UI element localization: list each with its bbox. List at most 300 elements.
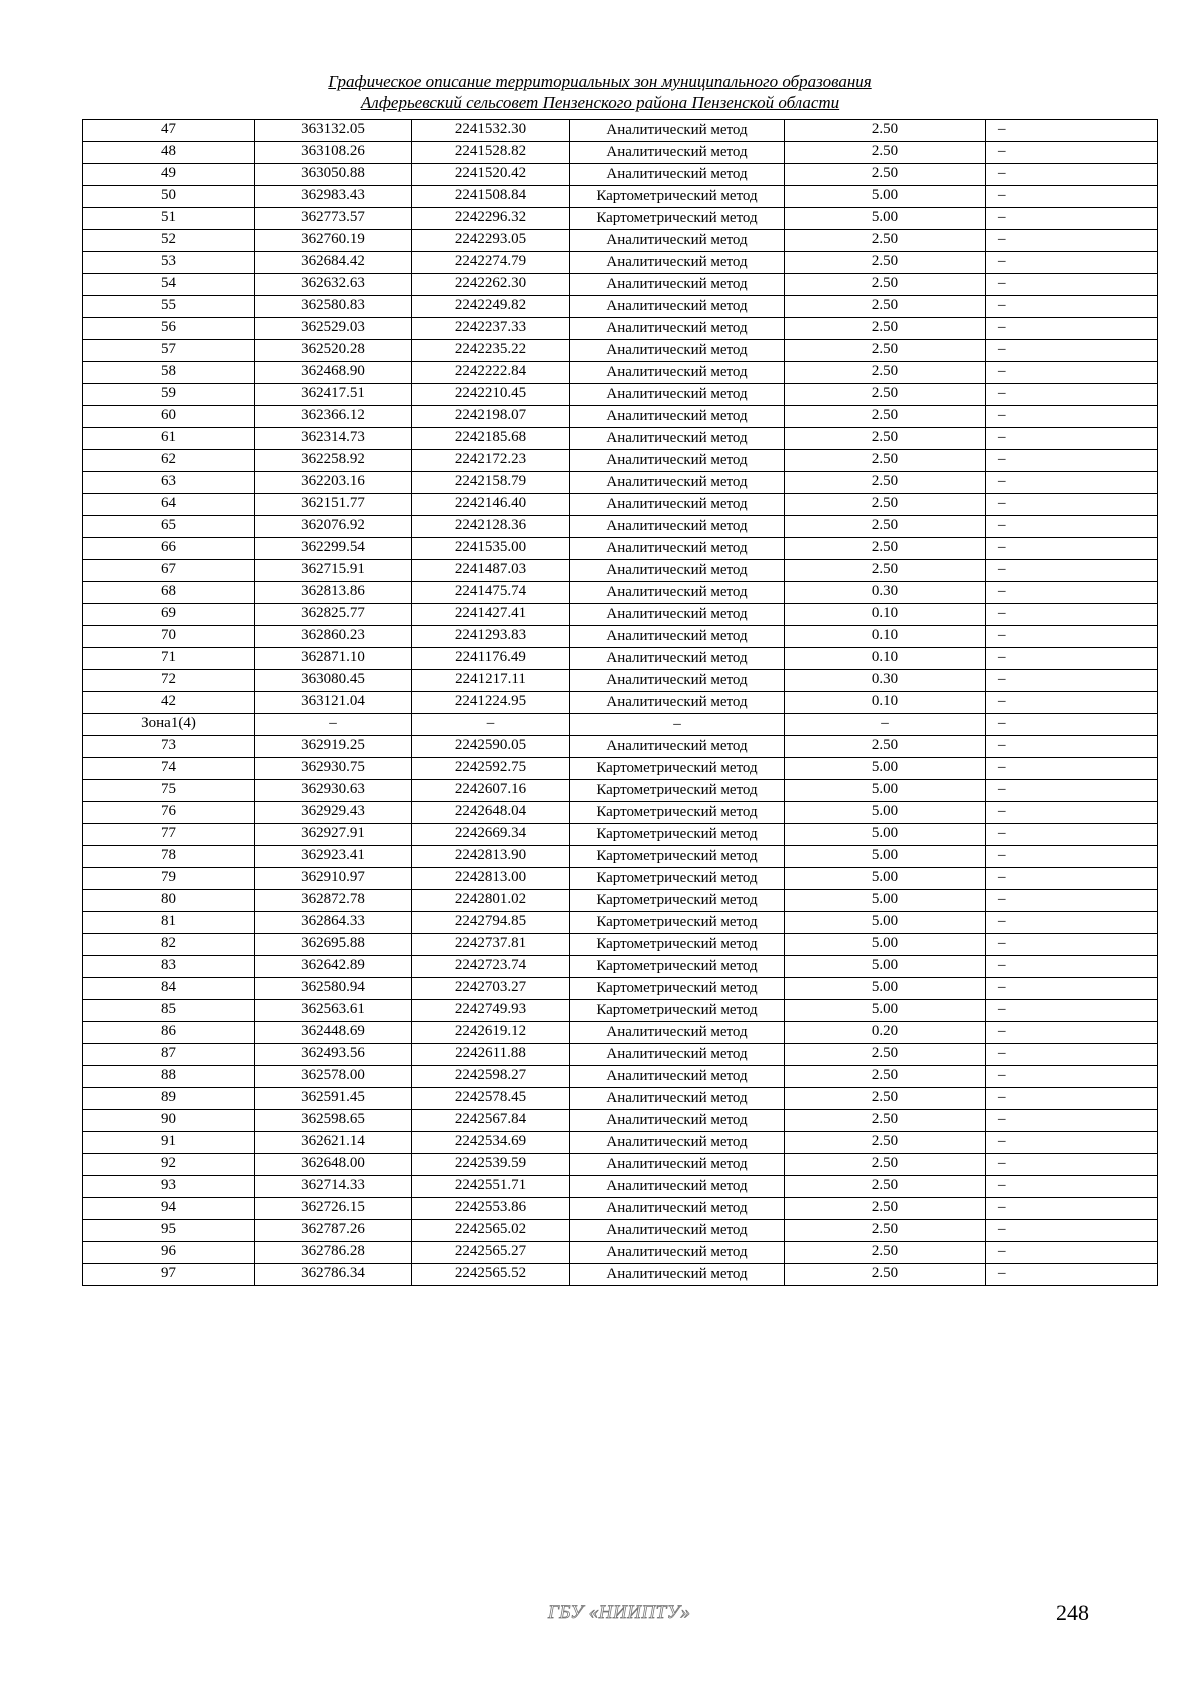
x-coordinate-cell: 362813.86 — [255, 582, 412, 604]
point-number-cell: 84 — [83, 978, 255, 1000]
accuracy-cell: 2.50 — [785, 538, 986, 560]
method-cell: Аналитический метод — [570, 538, 785, 560]
note-cell: – — [986, 758, 1158, 780]
note-cell: – — [986, 142, 1158, 164]
method-cell: Аналитический метод — [570, 274, 785, 296]
accuracy-cell: 5.00 — [785, 934, 986, 956]
x-coordinate-cell: 363080.45 — [255, 670, 412, 692]
x-coordinate-cell: 362715.91 — [255, 560, 412, 582]
accuracy-cell: 5.00 — [785, 978, 986, 1000]
x-coordinate-cell: 362786.34 — [255, 1264, 412, 1286]
x-coordinate-cell: 362591.45 — [255, 1088, 412, 1110]
point-number-cell: 90 — [83, 1110, 255, 1132]
accuracy-cell: 5.00 — [785, 890, 986, 912]
y-coordinate-cell: 2242813.90 — [412, 846, 570, 868]
note-cell: – — [986, 1110, 1158, 1132]
note-cell: – — [986, 956, 1158, 978]
y-coordinate-cell: 2241217.11 — [412, 670, 570, 692]
table-row — [83, 1000, 1158, 1022]
note-cell: – — [986, 978, 1158, 1000]
table-row — [83, 758, 1158, 780]
point-number-cell: 97 — [83, 1264, 255, 1286]
x-coordinate-cell: 362930.63 — [255, 780, 412, 802]
point-number-cell: 42 — [83, 692, 255, 714]
accuracy-cell: 2.50 — [785, 1264, 986, 1286]
point-number-cell: 80 — [83, 890, 255, 912]
accuracy-cell: 2.50 — [785, 1132, 986, 1154]
table-row — [83, 208, 1158, 230]
x-coordinate-cell: 362864.33 — [255, 912, 412, 934]
table-row — [83, 1088, 1158, 1110]
point-number-cell: 88 — [83, 1066, 255, 1088]
table-row — [83, 142, 1158, 164]
y-coordinate-cell: 2242262.30 — [412, 274, 570, 296]
method-cell: – — [570, 714, 785, 736]
point-number-cell: 92 — [83, 1154, 255, 1176]
accuracy-cell: 2.50 — [785, 406, 986, 428]
method-cell: Аналитический метод — [570, 252, 785, 274]
y-coordinate-cell: 2241520.42 — [412, 164, 570, 186]
accuracy-cell: 0.30 — [785, 582, 986, 604]
accuracy-cell: 2.50 — [785, 736, 986, 758]
x-coordinate-cell: 363108.26 — [255, 142, 412, 164]
note-cell: – — [986, 1264, 1158, 1286]
y-coordinate-cell: 2241293.83 — [412, 626, 570, 648]
x-coordinate-cell: 362076.92 — [255, 516, 412, 538]
y-coordinate-cell: 2242296.32 — [412, 208, 570, 230]
y-coordinate-cell: 2242565.27 — [412, 1242, 570, 1264]
x-coordinate-cell: 362366.12 — [255, 406, 412, 428]
table-row — [83, 670, 1158, 692]
x-coordinate-cell: 362580.94 — [255, 978, 412, 1000]
x-coordinate-cell: 362714.33 — [255, 1176, 412, 1198]
y-coordinate-cell: 2241176.49 — [412, 648, 570, 670]
table-row — [83, 296, 1158, 318]
x-coordinate-cell: 362258.92 — [255, 450, 412, 472]
note-cell: – — [986, 296, 1158, 318]
y-coordinate-cell: 2241535.00 — [412, 538, 570, 560]
point-number-cell: 74 — [83, 758, 255, 780]
method-cell: Аналитический метод — [570, 670, 785, 692]
note-cell: – — [986, 846, 1158, 868]
accuracy-cell: 2.50 — [785, 1044, 986, 1066]
x-coordinate-cell: 362695.88 — [255, 934, 412, 956]
point-number-cell: 95 — [83, 1220, 255, 1242]
note-cell: – — [986, 1022, 1158, 1044]
table-row — [83, 1044, 1158, 1066]
y-coordinate-cell: 2242249.82 — [412, 296, 570, 318]
x-coordinate-cell: 362493.56 — [255, 1044, 412, 1066]
y-coordinate-cell: 2242237.33 — [412, 318, 570, 340]
method-cell: Аналитический метод — [570, 230, 785, 252]
x-coordinate-cell: 362684.42 — [255, 252, 412, 274]
method-cell: Аналитический метод — [570, 340, 785, 362]
point-number-cell: 71 — [83, 648, 255, 670]
method-cell: Аналитический метод — [570, 560, 785, 582]
note-cell: – — [986, 538, 1158, 560]
note-cell: – — [986, 428, 1158, 450]
table-row — [83, 538, 1158, 560]
y-coordinate-cell: 2242210.45 — [412, 384, 570, 406]
x-coordinate-cell: 362621.14 — [255, 1132, 412, 1154]
method-cell: Аналитический метод — [570, 472, 785, 494]
note-cell: – — [986, 670, 1158, 692]
y-coordinate-cell: 2242611.88 — [412, 1044, 570, 1066]
footer-organization: ГБУ «НИИПТУ» — [548, 1602, 691, 1623]
note-cell: – — [986, 384, 1158, 406]
note-cell: – — [986, 274, 1158, 296]
accuracy-cell: 5.00 — [785, 846, 986, 868]
y-coordinate-cell: 2242185.68 — [412, 428, 570, 450]
method-cell: Картометрический метод — [570, 802, 785, 824]
table-row — [83, 318, 1158, 340]
note-cell: – — [986, 692, 1158, 714]
method-cell: Картометрический метод — [570, 758, 785, 780]
x-coordinate-cell: 362529.03 — [255, 318, 412, 340]
note-cell: – — [986, 406, 1158, 428]
x-coordinate-cell: 362578.00 — [255, 1066, 412, 1088]
note-cell: – — [986, 604, 1158, 626]
point-number-cell: 94 — [83, 1198, 255, 1220]
accuracy-cell: 2.50 — [785, 384, 986, 406]
method-cell: Аналитический метод — [570, 1176, 785, 1198]
method-cell: Аналитический метод — [570, 1154, 785, 1176]
x-coordinate-cell: 362871.10 — [255, 648, 412, 670]
accuracy-cell: – — [785, 714, 986, 736]
table-row — [83, 560, 1158, 582]
note-cell: – — [986, 1044, 1158, 1066]
y-coordinate-cell: 2242598.27 — [412, 1066, 570, 1088]
y-coordinate-cell: 2242293.05 — [412, 230, 570, 252]
accuracy-cell: 2.50 — [785, 230, 986, 252]
note-cell: – — [986, 648, 1158, 670]
y-coordinate-cell: 2242128.36 — [412, 516, 570, 538]
table-row — [83, 736, 1158, 758]
note-cell: – — [986, 1198, 1158, 1220]
x-coordinate-cell: 362929.43 — [255, 802, 412, 824]
x-coordinate-cell: 362923.41 — [255, 846, 412, 868]
point-number-cell: 47 — [83, 120, 255, 142]
method-cell: Картометрический метод — [570, 890, 785, 912]
y-coordinate-cell: – — [412, 714, 570, 736]
method-cell: Картометрический метод — [570, 934, 785, 956]
y-coordinate-cell: 2242553.86 — [412, 1198, 570, 1220]
note-cell: – — [986, 186, 1158, 208]
point-number-cell: 48 — [83, 142, 255, 164]
y-coordinate-cell: 2242565.02 — [412, 1220, 570, 1242]
y-coordinate-cell: 2242813.00 — [412, 868, 570, 890]
y-coordinate-cell: 2242749.93 — [412, 1000, 570, 1022]
note-cell: – — [986, 340, 1158, 362]
note-cell: – — [986, 252, 1158, 274]
table-row — [83, 802, 1158, 824]
method-cell: Картометрический метод — [570, 208, 785, 230]
method-cell: Аналитический метод — [570, 450, 785, 472]
table-row — [83, 780, 1158, 802]
accuracy-cell: 0.30 — [785, 670, 986, 692]
point-number-cell: 59 — [83, 384, 255, 406]
x-coordinate-cell: 362520.28 — [255, 340, 412, 362]
point-number-cell: 63 — [83, 472, 255, 494]
accuracy-cell: 2.50 — [785, 560, 986, 582]
x-coordinate-cell: 362773.57 — [255, 208, 412, 230]
page-number: 248 — [1056, 1600, 1089, 1625]
accuracy-cell: 2.50 — [785, 494, 986, 516]
table-row — [83, 1176, 1158, 1198]
table-row — [83, 252, 1158, 274]
table-row — [83, 1198, 1158, 1220]
note-cell: – — [986, 1176, 1158, 1198]
point-number-cell: 79 — [83, 868, 255, 890]
y-coordinate-cell: 2241224.95 — [412, 692, 570, 714]
y-coordinate-cell: 2242158.79 — [412, 472, 570, 494]
y-coordinate-cell: 2242567.84 — [412, 1110, 570, 1132]
table-row — [83, 428, 1158, 450]
point-number-cell: 64 — [83, 494, 255, 516]
x-coordinate-cell: – — [255, 714, 412, 736]
point-number-cell: 58 — [83, 362, 255, 384]
accuracy-cell: 5.00 — [785, 912, 986, 934]
y-coordinate-cell: 2242619.12 — [412, 1022, 570, 1044]
y-coordinate-cell: 2242235.22 — [412, 340, 570, 362]
coordinates-table-body — [83, 120, 1158, 1286]
note-cell: – — [986, 560, 1158, 582]
accuracy-cell: 5.00 — [785, 802, 986, 824]
x-coordinate-cell: 362151.77 — [255, 494, 412, 516]
point-number-cell: 87 — [83, 1044, 255, 1066]
method-cell: Аналитический метод — [570, 406, 785, 428]
y-coordinate-cell: 2242794.85 — [412, 912, 570, 934]
method-cell: Картометрический метод — [570, 780, 785, 802]
point-number-cell: 57 — [83, 340, 255, 362]
accuracy-cell: 2.50 — [785, 120, 986, 142]
table-row — [83, 472, 1158, 494]
accuracy-cell: 0.10 — [785, 648, 986, 670]
y-coordinate-cell: 2242737.81 — [412, 934, 570, 956]
method-cell: Картометрический метод — [570, 824, 785, 846]
table-row — [83, 1220, 1158, 1242]
y-coordinate-cell: 2242607.16 — [412, 780, 570, 802]
point-number-cell: 50 — [83, 186, 255, 208]
x-coordinate-cell: 362825.77 — [255, 604, 412, 626]
x-coordinate-cell: 362299.54 — [255, 538, 412, 560]
method-cell: Картометрический метод — [570, 1000, 785, 1022]
table-row — [83, 1066, 1158, 1088]
note-cell: – — [986, 780, 1158, 802]
point-number-cell: 54 — [83, 274, 255, 296]
note-cell: – — [986, 714, 1158, 736]
header-title-line1: Графическое описание территориальных зон муниципального образования — [328, 72, 872, 91]
accuracy-cell: 5.00 — [785, 824, 986, 846]
method-cell: Аналитический метод — [570, 1264, 785, 1286]
accuracy-cell: 2.50 — [785, 1066, 986, 1088]
y-coordinate-cell: 2242648.04 — [412, 802, 570, 824]
table-row — [83, 912, 1158, 934]
y-coordinate-cell: 2242551.71 — [412, 1176, 570, 1198]
accuracy-cell: 0.10 — [785, 604, 986, 626]
header-title-line2: Алферьевский сельсовет Пензенского района Пензенской области — [360, 93, 840, 112]
x-coordinate-cell: 363132.05 — [255, 120, 412, 142]
accuracy-cell: 5.00 — [785, 758, 986, 780]
table-row — [83, 648, 1158, 670]
x-coordinate-cell: 362726.15 — [255, 1198, 412, 1220]
accuracy-cell: 5.00 — [785, 956, 986, 978]
note-cell: – — [986, 912, 1158, 934]
accuracy-cell: 2.50 — [785, 1154, 986, 1176]
x-coordinate-cell: 362760.19 — [255, 230, 412, 252]
point-number-cell: 68 — [83, 582, 255, 604]
method-cell: Аналитический метод — [570, 1022, 785, 1044]
y-coordinate-cell: 2242669.34 — [412, 824, 570, 846]
method-cell: Аналитический метод — [570, 384, 785, 406]
point-number-cell: 77 — [83, 824, 255, 846]
point-number-cell: Зона1(4) — [83, 714, 255, 736]
accuracy-cell: 2.50 — [785, 450, 986, 472]
table-row — [83, 450, 1158, 472]
accuracy-cell: 2.50 — [785, 1220, 986, 1242]
note-cell: – — [986, 934, 1158, 956]
method-cell: Аналитический метод — [570, 1110, 785, 1132]
table-row — [83, 626, 1158, 648]
y-coordinate-cell: 2242539.59 — [412, 1154, 570, 1176]
table-row — [83, 1022, 1158, 1044]
table-row — [83, 956, 1158, 978]
accuracy-cell: 2.50 — [785, 318, 986, 340]
table-row — [83, 604, 1158, 626]
table-row — [83, 1264, 1158, 1286]
point-number-cell: 51 — [83, 208, 255, 230]
point-number-cell: 78 — [83, 846, 255, 868]
point-number-cell: 96 — [83, 1242, 255, 1264]
y-coordinate-cell: 2241532.30 — [412, 120, 570, 142]
note-cell: – — [986, 1242, 1158, 1264]
point-number-cell: 83 — [83, 956, 255, 978]
method-cell: Аналитический метод — [570, 692, 785, 714]
x-coordinate-cell: 362872.78 — [255, 890, 412, 912]
y-coordinate-cell: 2241528.82 — [412, 142, 570, 164]
y-coordinate-cell: 2241475.74 — [412, 582, 570, 604]
point-number-cell: 75 — [83, 780, 255, 802]
table-row — [83, 1132, 1158, 1154]
x-coordinate-cell: 362314.73 — [255, 428, 412, 450]
table-row — [83, 186, 1158, 208]
x-coordinate-cell: 362787.26 — [255, 1220, 412, 1242]
method-cell: Аналитический метод — [570, 1088, 785, 1110]
accuracy-cell: 2.50 — [785, 274, 986, 296]
point-number-cell: 52 — [83, 230, 255, 252]
note-cell: – — [986, 472, 1158, 494]
x-coordinate-cell: 362580.83 — [255, 296, 412, 318]
y-coordinate-cell: 2242146.40 — [412, 494, 570, 516]
method-cell: Аналитический метод — [570, 1066, 785, 1088]
method-cell: Аналитический метод — [570, 516, 785, 538]
y-coordinate-cell: 2241508.84 — [412, 186, 570, 208]
point-number-cell: 61 — [83, 428, 255, 450]
y-coordinate-cell: 2241427.41 — [412, 604, 570, 626]
x-coordinate-cell: 362786.28 — [255, 1242, 412, 1264]
note-cell: – — [986, 318, 1158, 340]
note-cell: – — [986, 1132, 1158, 1154]
accuracy-cell: 2.50 — [785, 516, 986, 538]
method-cell: Аналитический метод — [570, 164, 785, 186]
table-row — [83, 340, 1158, 362]
coordinates-table — [82, 119, 1158, 1286]
x-coordinate-cell: 363050.88 — [255, 164, 412, 186]
y-coordinate-cell: 2242578.45 — [412, 1088, 570, 1110]
point-number-cell: 93 — [83, 1176, 255, 1198]
method-cell: Картометрический метод — [570, 956, 785, 978]
note-cell: – — [986, 736, 1158, 758]
point-number-cell: 65 — [83, 516, 255, 538]
note-cell: – — [986, 1066, 1158, 1088]
method-cell: Аналитический метод — [570, 1044, 785, 1066]
method-cell: Аналитический метод — [570, 626, 785, 648]
y-coordinate-cell: 2242172.23 — [412, 450, 570, 472]
y-coordinate-cell: 2242565.52 — [412, 1264, 570, 1286]
accuracy-cell: 0.10 — [785, 692, 986, 714]
accuracy-cell: 2.50 — [785, 428, 986, 450]
note-cell: – — [986, 516, 1158, 538]
point-number-cell: 86 — [83, 1022, 255, 1044]
note-cell: – — [986, 362, 1158, 384]
x-coordinate-cell: 362468.90 — [255, 362, 412, 384]
point-number-cell: 81 — [83, 912, 255, 934]
accuracy-cell: 2.50 — [785, 1110, 986, 1132]
y-coordinate-cell: 2241487.03 — [412, 560, 570, 582]
method-cell: Аналитический метод — [570, 736, 785, 758]
x-coordinate-cell: 362642.89 — [255, 956, 412, 978]
note-cell: – — [986, 208, 1158, 230]
method-cell: Аналитический метод — [570, 582, 785, 604]
method-cell: Аналитический метод — [570, 1220, 785, 1242]
point-number-cell: 62 — [83, 450, 255, 472]
method-cell: Аналитический метод — [570, 648, 785, 670]
accuracy-cell: 5.00 — [785, 780, 986, 802]
method-cell: Аналитический метод — [570, 1242, 785, 1264]
y-coordinate-cell: 2242198.07 — [412, 406, 570, 428]
x-coordinate-cell: 362910.97 — [255, 868, 412, 890]
method-cell: Аналитический метод — [570, 318, 785, 340]
method-cell: Аналитический метод — [570, 428, 785, 450]
accuracy-cell: 0.10 — [785, 626, 986, 648]
note-cell: – — [986, 868, 1158, 890]
x-coordinate-cell: 362417.51 — [255, 384, 412, 406]
note-cell: – — [986, 164, 1158, 186]
point-number-cell: 85 — [83, 1000, 255, 1022]
point-number-cell: 67 — [83, 560, 255, 582]
y-coordinate-cell: 2242222.84 — [412, 362, 570, 384]
x-coordinate-cell: 362563.61 — [255, 1000, 412, 1022]
x-coordinate-cell: 362632.63 — [255, 274, 412, 296]
point-number-cell: 82 — [83, 934, 255, 956]
document-header — [0, 71, 1200, 113]
note-cell: – — [986, 1000, 1158, 1022]
table-row — [83, 1242, 1158, 1264]
x-coordinate-cell: 362648.00 — [255, 1154, 412, 1176]
table-row — [83, 120, 1158, 142]
method-cell: Картометрический метод — [570, 868, 785, 890]
y-coordinate-cell: 2242274.79 — [412, 252, 570, 274]
accuracy-cell: 2.50 — [785, 472, 986, 494]
x-coordinate-cell: 362203.16 — [255, 472, 412, 494]
method-cell: Аналитический метод — [570, 362, 785, 384]
point-number-cell: 55 — [83, 296, 255, 318]
method-cell: Аналитический метод — [570, 1132, 785, 1154]
accuracy-cell: 5.00 — [785, 1000, 986, 1022]
x-coordinate-cell: 362927.91 — [255, 824, 412, 846]
point-number-cell: 70 — [83, 626, 255, 648]
y-coordinate-cell: 2242723.74 — [412, 956, 570, 978]
